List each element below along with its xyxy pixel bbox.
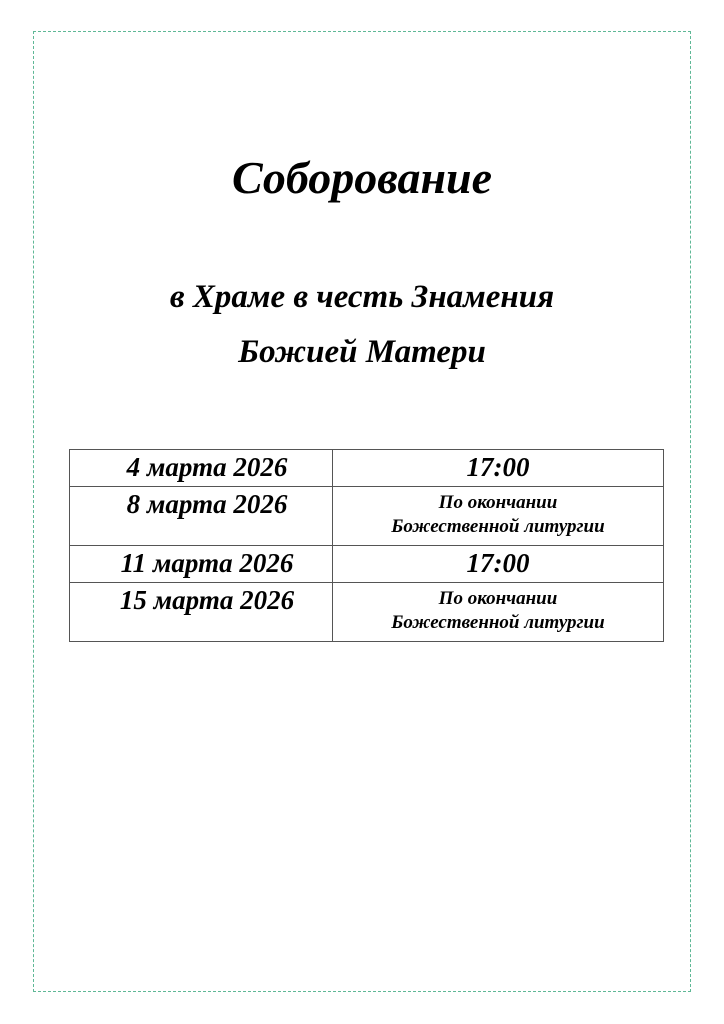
table-row: [70, 487, 664, 546]
schedule-note-line-2: Божественной литургии: [391, 612, 605, 633]
schedule-date: 4 марта 2026: [70, 450, 333, 487]
schedule-note-line-2: Божественной литургии: [391, 516, 605, 537]
schedule-note: [333, 487, 664, 546]
schedule-note-line-1: По окончании: [438, 588, 558, 609]
schedule-note-line-1: По окончании: [438, 492, 558, 513]
subtitle-line-2: Божией Матери: [238, 334, 486, 370]
table-row: [70, 546, 664, 583]
schedule-date: 8 марта 2026: [70, 487, 333, 546]
subtitle-line-1: в Храме в честь Знамения: [169, 279, 555, 315]
schedule-time: 17:00: [333, 450, 664, 487]
table-row: [70, 450, 664, 487]
schedule-date: 15 марта 2026: [70, 583, 333, 642]
table-row: [70, 583, 664, 642]
schedule-date: 11 марта 2026: [70, 546, 333, 583]
schedule-table: [69, 449, 664, 642]
page-title: Соборование: [231, 152, 493, 203]
schedule-note: [333, 583, 664, 642]
schedule-time: 17:00: [333, 546, 664, 583]
